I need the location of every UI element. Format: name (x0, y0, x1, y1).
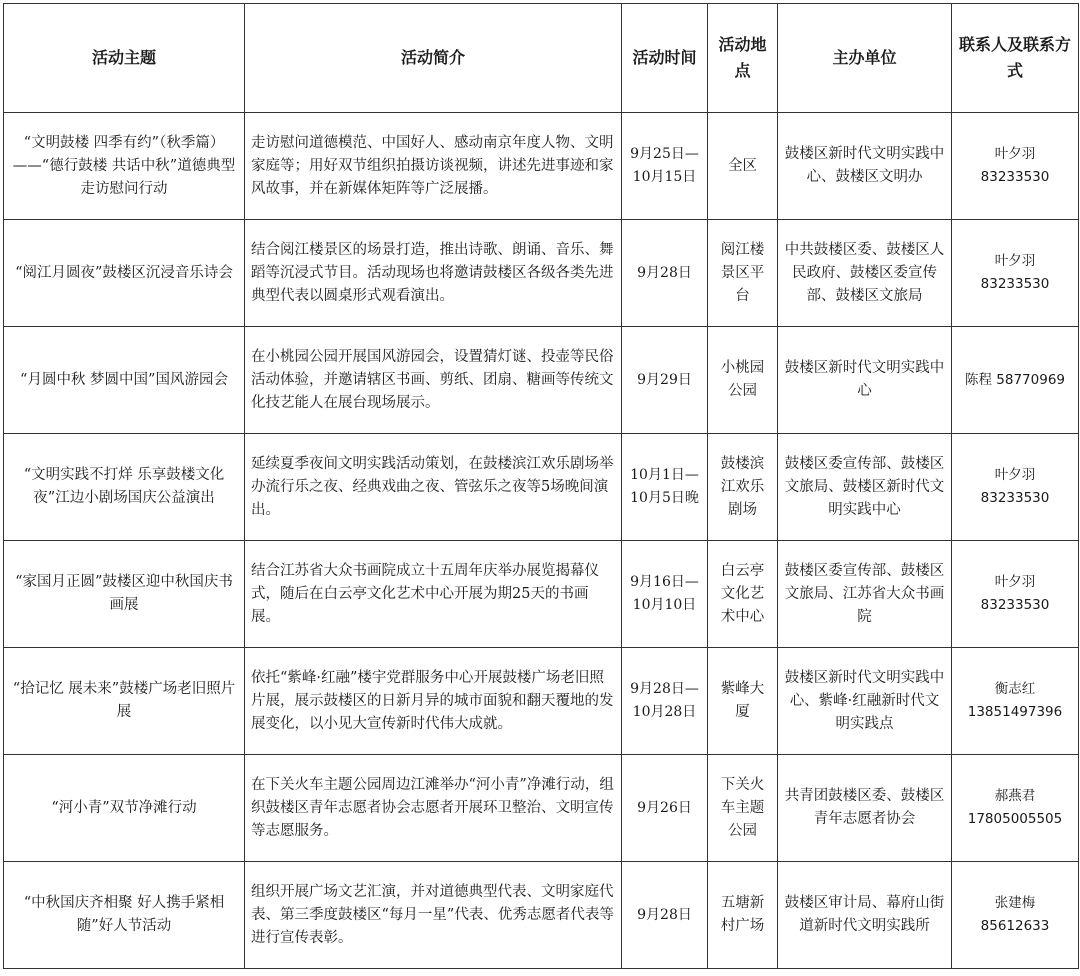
activity-table (3, 3, 1079, 969)
place-cell: 鼓楼滨江欢乐剧场 (708, 434, 778, 541)
time-cell: 9月16日—10月10日 (622, 541, 708, 648)
time-cell: 9月25日—10月15日 (622, 113, 708, 220)
intro-cell: 结合阅江楼景区的场景打造，推出诗歌、朗诵、音乐、舞蹈等沉浸式节目。活动现场也将邀请鼓楼区各级各类先进典型代表以圆桌形式观看演出。 (245, 220, 622, 327)
organizer-cell: 共青团鼓楼区委、鼓楼区青年志愿者协会 (778, 755, 952, 862)
theme-cell: “河小青”双节净滩行动 (4, 755, 245, 862)
organizer-cell: 鼓楼区新时代文明实践中心、紫峰·红融新时代文明实践点 (778, 648, 952, 755)
organizer-cell: 鼓楼区委宣传部、鼓楼区文旅局、鼓楼区新时代文明实践中心 (778, 434, 952, 541)
column-header: 主办单位 (778, 4, 952, 113)
organizer-cell: 鼓楼区审计局、幕府山街道新时代文明实践所 (778, 862, 952, 969)
column-header: 联系人及联系方式 (952, 4, 1079, 113)
contact-name: 衡志红 (994, 681, 1036, 697)
place-cell: 阅江楼景区平台 (708, 220, 778, 327)
contact-name: 陈程 (964, 371, 992, 388)
column-header: 活动简介 (245, 4, 622, 113)
contact-name: 叶夕羽 (994, 146, 1036, 162)
table-row (4, 648, 1079, 755)
contact-phone: 83233530 (980, 490, 1050, 506)
intro-cell: 在小桃园公园开展国风游园会，设置猜灯谜、投壶等民俗活动体验，并邀请辖区书画、剪纸、团扇、糖画等传统文化技艺能人在展台现场展示。 (245, 327, 622, 434)
intro-cell: 在下关火车主题公园周边江滩举办“河小青”净滩行动，组织鼓楼区青年志愿者协会志愿者开展环卫整治、文明宣传等志愿服务。 (245, 755, 622, 862)
contact-phone: 85612633 (980, 918, 1050, 934)
time-cell: 9月29日 (622, 327, 708, 434)
contact-phone: 58770969 (996, 371, 1065, 388)
contact-name: 张建梅 (994, 895, 1036, 911)
contact-phone: 83233530 (980, 169, 1050, 185)
contact-cell (952, 862, 1079, 969)
time-cell: 10月1日—10月5日晚 (622, 434, 708, 541)
contact-cell (952, 327, 1079, 434)
table-row (4, 541, 1079, 648)
contact-phone: 83233530 (980, 276, 1050, 292)
contact-cell (952, 113, 1079, 220)
contact-cell (952, 541, 1079, 648)
place-cell: 小桃园公园 (708, 327, 778, 434)
contact-phone: 17805005505 (967, 811, 1063, 827)
contact-cell (952, 755, 1079, 862)
table-row (4, 434, 1079, 541)
organizer-cell: 中共鼓楼区委、鼓楼区人民政府、鼓楼区委宣传部、鼓楼区文旅局 (778, 220, 952, 327)
table-row (4, 220, 1079, 327)
time-cell: 9月26日 (622, 755, 708, 862)
contact-cell (952, 220, 1079, 327)
column-header: 活动时间 (622, 4, 708, 113)
theme-cell: “拾记忆 展未来”鼓楼广场老旧照片展 (4, 648, 245, 755)
place-cell: 全区 (708, 113, 778, 220)
table-row (4, 862, 1079, 969)
time-cell: 9月28日 (622, 862, 708, 969)
intro-cell: 组织开展广场文艺汇演，并对道德典型代表、文明家庭代表、第三季度鼓楼区“每月一星”代表、优秀志愿者代表等进行宣传表彰。 (245, 862, 622, 969)
intro-cell: 延续夏季夜间文明实践活动策划，在鼓楼滨江欢乐剧场举办流行乐之夜、经典戏曲之夜、管弦乐之夜等5场晚间演出。 (245, 434, 622, 541)
intro-cell: 依托“紫峰·红融”楼宇党群服务中心开展鼓楼广场老旧照片展，展示鼓楼区的日新月异的城市面貌和翻天覆地的发展变化，以小见大宣传新时代伟大成就。 (245, 648, 622, 755)
organizer-cell: 鼓楼区新时代文明实践中心、鼓楼区文明办 (778, 113, 952, 220)
table-row (4, 327, 1079, 434)
theme-cell: “阅江月圆夜”鼓楼区沉浸音乐诗会 (4, 220, 245, 327)
intro-cell: 走访慰问道德模范、中国好人、感动南京年度人物、文明家庭等；用好双节组织拍摄访谈视频，讲述先进事迹和家风故事，并在新媒体矩阵等广泛展播。 (245, 113, 622, 220)
theme-cell: “月圆中秋 梦圆中国”国风游园会 (4, 327, 245, 434)
time-cell: 9月28日—10月28日 (622, 648, 708, 755)
contact-name: 叶夕羽 (994, 467, 1036, 483)
theme-cell: “中秋国庆齐相聚 好人携手紧相随”好人节活动 (4, 862, 245, 969)
organizer-cell: 鼓楼区新时代文明实践中心 (778, 327, 952, 434)
place-cell: 紫峰大厦 (708, 648, 778, 755)
contact-phone: 13851497396 (967, 704, 1063, 720)
place-cell: 白云亭文化艺术中心 (708, 541, 778, 648)
contact-name: 叶夕羽 (994, 253, 1036, 269)
contact-name: 叶夕羽 (994, 574, 1036, 590)
contact-phone: 83233530 (980, 597, 1050, 613)
table-row (4, 755, 1079, 862)
table-row (4, 113, 1079, 220)
theme-cell: “文明实践不打烊 乐享鼓楼文化夜”江边小剧场国庆公益演出 (4, 434, 245, 541)
column-header: 活动主题 (4, 4, 245, 113)
intro-cell: 结合江苏省大众书画院成立十五周年庆举办展览揭幕仪式，随后在白云亭文化艺术中心开展为期25天的书画展。 (245, 541, 622, 648)
place-cell: 五塘新村广场 (708, 862, 778, 969)
contact-name: 郝燕君 (994, 788, 1036, 804)
theme-cell: “家国月正圆”鼓楼区迎中秋国庆书画展 (4, 541, 245, 648)
time-cell: 9月28日 (622, 220, 708, 327)
table-header-row (4, 4, 1079, 113)
contact-cell (952, 648, 1079, 755)
place-cell: 下关火车主题公园 (708, 755, 778, 862)
contact-cell (952, 434, 1079, 541)
organizer-cell: 鼓楼区委宣传部、鼓楼区文旅局、江苏省大众书画院 (778, 541, 952, 648)
column-header: 活动地点 (708, 4, 778, 113)
theme-cell: “文明鼓楼 四季有约”（秋季篇）——“德行鼓楼 共话中秋”道德典型走访慰问行动 (4, 113, 245, 220)
